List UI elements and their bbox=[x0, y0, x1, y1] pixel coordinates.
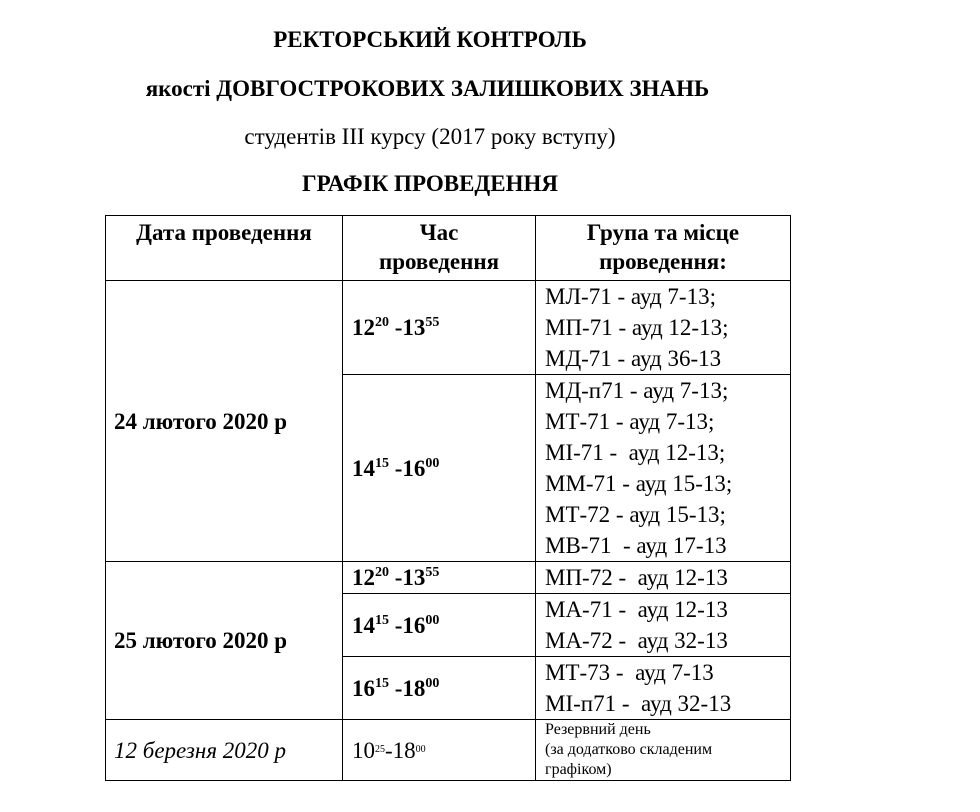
reserve-note-line: графіком) bbox=[545, 761, 612, 778]
date-cell: 25 лютого 2020 р bbox=[106, 562, 343, 720]
time-separator: - bbox=[389, 675, 403, 701]
schedule-title: ГРАФІК ПРОВЕДЕННЯ bbox=[302, 171, 558, 196]
group-entry: МТ-72 - ауд 15-13; bbox=[545, 502, 726, 527]
group-cell bbox=[536, 594, 791, 657]
table-row bbox=[106, 562, 791, 594]
header-date: Дата проведення bbox=[106, 216, 343, 281]
time-separator: - bbox=[389, 315, 403, 340]
time-start-min: 15 bbox=[375, 675, 389, 691]
time-start-min: 20 bbox=[375, 315, 389, 330]
group-entry: МТ-73 - ауд 7-13 bbox=[545, 660, 714, 685]
header-group-line2: проведення: bbox=[599, 249, 727, 274]
schedule-table bbox=[105, 215, 791, 781]
table-header-row bbox=[106, 216, 791, 281]
time-start-hour: 10 bbox=[352, 737, 375, 763]
reserve-row bbox=[106, 720, 791, 781]
group-entry: МД-п71 - ауд 7-13; bbox=[545, 378, 729, 403]
time-start-hour: 12 bbox=[352, 565, 375, 590]
time-end-hour: 16 bbox=[402, 455, 426, 481]
header-group bbox=[536, 216, 791, 281]
header-time bbox=[343, 216, 536, 281]
time-separator: - bbox=[385, 737, 393, 763]
time-end-hour: 13 bbox=[402, 315, 426, 340]
time-cell bbox=[343, 281, 536, 375]
title-line-2-text: якості ДОВГОСТРОКОВИХ ЗАЛИШКОВИХ ЗНАНЬ bbox=[145, 76, 710, 101]
group-entry: МВ-71 - ауд 17-13 bbox=[545, 533, 727, 558]
time-end-hour: 18 bbox=[402, 675, 426, 701]
time-end-hour: 16 bbox=[402, 612, 426, 638]
time-cell bbox=[343, 375, 536, 562]
group-entry: МА-71 - ауд 12-13 bbox=[545, 597, 728, 622]
group-cell bbox=[536, 562, 791, 594]
reserve-time-cell bbox=[343, 720, 536, 781]
time-start-min: 15 bbox=[375, 612, 389, 628]
time-end-min: 55 bbox=[425, 565, 440, 580]
group-entry: МІ-п71 - ауд 32-13 bbox=[545, 691, 732, 716]
time-start-hour: 14 bbox=[352, 612, 375, 638]
group-entry: МД-71 - ауд 36-13 bbox=[545, 346, 722, 371]
date-cell: 24 лютого 2020 р bbox=[106, 281, 343, 562]
group-entry: МТ-71 - ауд 7-13; bbox=[545, 409, 715, 434]
time-end-hour: 13 bbox=[402, 565, 426, 590]
reserve-note-line: Резервний день bbox=[545, 721, 651, 738]
title-line-3: студентів ІІІ курсу (2017 року вступу) bbox=[244, 124, 616, 149]
time-start-min: 20 bbox=[375, 565, 389, 580]
time-start-min: 15 bbox=[375, 455, 389, 471]
time-end-hour: 18 bbox=[392, 737, 416, 763]
time-cell bbox=[343, 657, 536, 720]
time-start-hour: 16 bbox=[352, 675, 375, 701]
group-cell bbox=[536, 657, 791, 720]
time-separator: - bbox=[389, 455, 403, 481]
reserve-date-cell: 12 березня 2020 р bbox=[106, 720, 343, 781]
group-entry: МІ-71 - ауд 12-13; bbox=[545, 440, 726, 465]
time-start-min: 25 bbox=[375, 743, 385, 755]
title-line-2 bbox=[0, 75, 855, 103]
reserve-note-line: (за додатково складеним bbox=[545, 741, 713, 758]
time-end-min: 55 bbox=[425, 315, 440, 330]
group-entry: МП-72 - ауд 12-13 bbox=[545, 565, 728, 590]
header-time-line1: Час bbox=[419, 220, 459, 245]
table-row bbox=[106, 281, 791, 375]
header-group-line1: Група та місце bbox=[586, 220, 740, 245]
group-entry: ММ-71 - ауд 15-13; bbox=[545, 471, 733, 496]
group-entry: МА-72 - ауд 32-13 bbox=[545, 628, 728, 653]
time-end-min: 00 bbox=[425, 455, 440, 471]
time-start-hour: 12 bbox=[352, 315, 375, 340]
group-cell bbox=[536, 281, 791, 375]
time-cell bbox=[343, 594, 536, 657]
time-end-min: 00 bbox=[415, 743, 426, 755]
time-cell bbox=[343, 562, 536, 594]
group-entry: МП-71 - ауд 12-13; bbox=[545, 315, 729, 340]
header-time-line2: проведення bbox=[378, 249, 500, 274]
title-line-1: РЕКТОРСЬКИЙ КОНТРОЛЬ bbox=[273, 27, 587, 52]
time-end-min: 00 bbox=[425, 612, 440, 628]
group-entry: МЛ-71 - ауд 7-13; bbox=[545, 284, 716, 309]
time-start-hour: 14 bbox=[352, 455, 375, 481]
time-end-min: 00 bbox=[425, 675, 440, 691]
group-cell bbox=[536, 375, 791, 562]
time-separator: - bbox=[389, 565, 403, 590]
reserve-note-cell bbox=[536, 720, 791, 781]
time-separator: - bbox=[389, 612, 403, 638]
